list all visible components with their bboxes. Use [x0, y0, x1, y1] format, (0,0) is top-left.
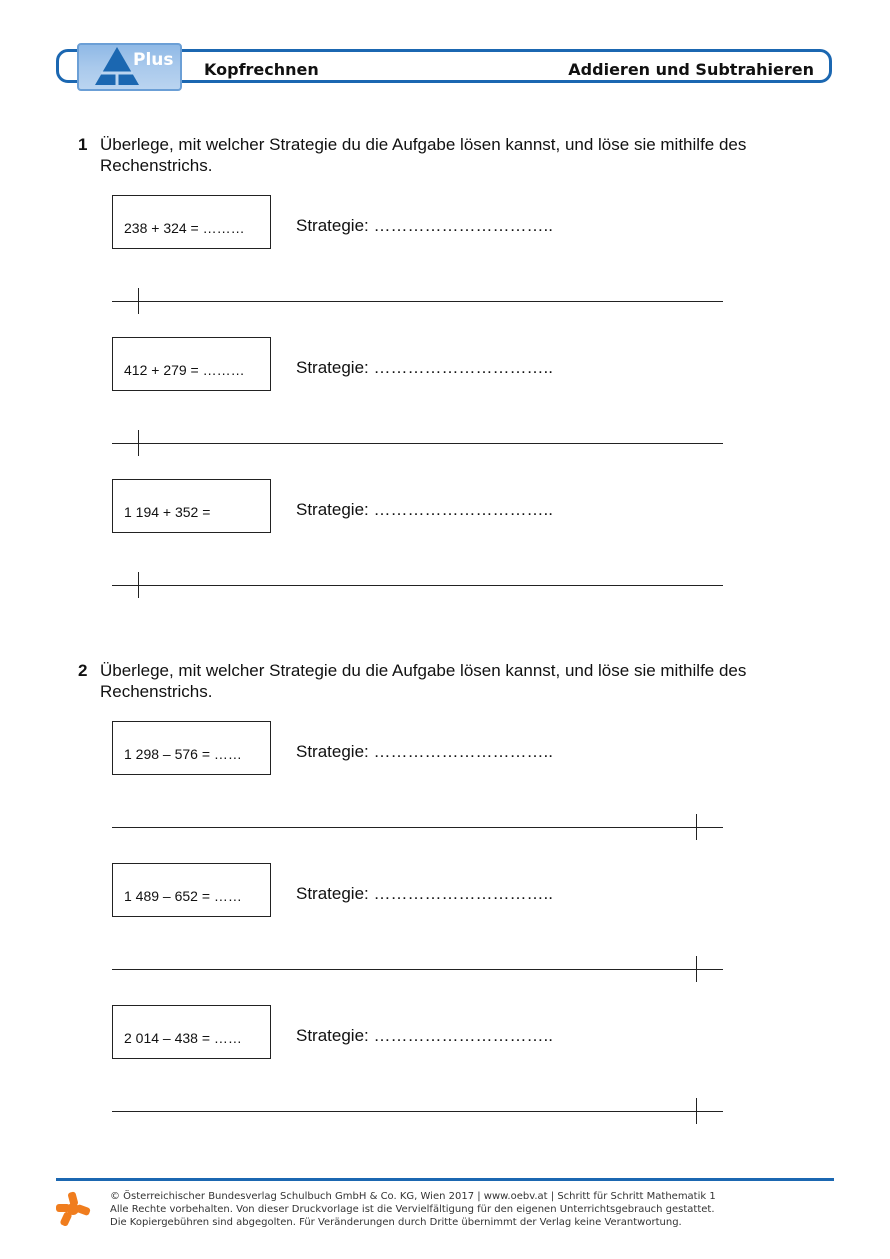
- equation-text: 412 + 279 = ………: [124, 362, 245, 378]
- number-line-tick: [696, 956, 697, 982]
- number-line: [112, 585, 723, 586]
- footer-divider: [56, 1178, 834, 1181]
- equation-box: [112, 479, 271, 533]
- number-line-tick: [696, 1098, 697, 1124]
- logo-text: Plus: [133, 50, 174, 70]
- number-line-tick: [138, 572, 139, 598]
- equation-text: 2 014 – 438 = ……: [124, 1030, 242, 1046]
- strategy-field[interactable]: Strategie: …………………………..: [296, 742, 553, 761]
- number-line-tick: [138, 288, 139, 314]
- header-title-left: Kopfrechnen: [204, 60, 319, 79]
- strategy-field[interactable]: Strategie: …………………………..: [296, 358, 553, 377]
- number-line: [112, 827, 723, 828]
- number-line: [112, 969, 723, 970]
- strategy-field[interactable]: Strategie: …………………………..: [296, 216, 553, 235]
- task-instruction: Überlege, mit welcher Strategie du die Aufgabe lösen kannst, und löse sie mithilfe des Rechenstrichs.: [100, 135, 747, 175]
- equation-box: [112, 195, 271, 249]
- footer-line-3: Die Kopiergebühren sind abgegolten. Für Veränderungen durch Dritte übernimmt der Verlag keine Verantwortung.: [110, 1217, 682, 1228]
- strategy-field[interactable]: Strategie: …………………………..: [296, 1026, 553, 1045]
- strategy-field[interactable]: Strategie: …………………………..: [296, 884, 553, 903]
- equation-box: [112, 863, 271, 917]
- strategy-field[interactable]: Strategie: …………………………..: [296, 500, 553, 519]
- equation-text: 1 298 – 576 = ……: [124, 746, 242, 762]
- header-title-right: Addieren und Subtrahieren: [568, 60, 814, 79]
- equation-text: 1 489 – 652 = ……: [124, 888, 242, 904]
- number-line: [112, 443, 723, 444]
- number-line: [112, 1111, 723, 1112]
- task-number: 2: [78, 661, 88, 680]
- equation-box: [112, 337, 271, 391]
- number-line: [112, 301, 723, 302]
- equation-text: 238 + 324 = ………: [124, 220, 245, 236]
- footer-line-2: Alle Rechte vorbehalten. Von dieser Druckvorlage ist die Vervielfältigung für den eigenen Unterrichtsgebrauch gestattet.: [110, 1204, 715, 1215]
- number-line-tick: [138, 430, 139, 456]
- plus-logo: [77, 43, 182, 91]
- number-line-tick: [696, 814, 697, 840]
- task-instruction: Überlege, mit welcher Strategie du die Aufgabe lösen kannst, und löse sie mithilfe des Rechenstrichs.: [100, 661, 747, 701]
- equation-box: [112, 1005, 271, 1059]
- publisher-logo-icon: [54, 1190, 92, 1228]
- footer-copyright: [110, 1190, 716, 1229]
- task-number: 1: [78, 135, 88, 154]
- equation-text: 1 194 + 352 =: [124, 504, 211, 520]
- equation-box: [112, 721, 271, 775]
- footer-line-1: © Österreichischer Bundesverlag Schulbuch GmbH & Co. KG, Wien 2017 | www.oebv.at | Schritt für Schritt Mathematik 1: [110, 1191, 716, 1202]
